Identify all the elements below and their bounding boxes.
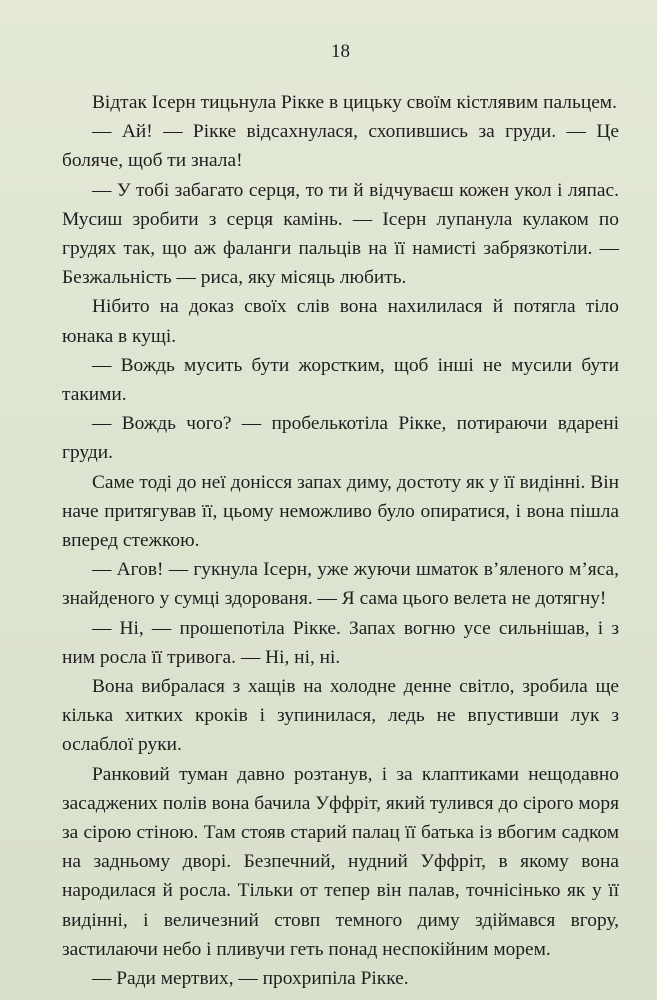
- paragraph: — Вождь мусить бути жорстким, щоб інші не мусили бути такими.: [62, 354, 619, 406]
- paragraph: — Агов! — гукнула Ісерн, уже жуючи шматок в’яленого м’яса, знайденого у сумці здорованя. — Я сама цього велета не дотягну!: [62, 559, 619, 610]
- paragraph: — Ні, — прошепотіла Рікке. Запах вогню усе сильнішав, і з ним росла її тривога. — Ні, ні, ні.: [62, 617, 619, 668]
- page-number: 18: [331, 41, 350, 62]
- paragraph: — Ай! — Рікке відсахнулася, схопившись за груди. — Це боляче, щоб ти знала!: [62, 121, 619, 172]
- paragraph: — Вождь чого? — пробелькотіла Рікке, потираючи вдарені груди.: [62, 413, 619, 464]
- paragraph: Саме тоді до неї донісся запах диму, достоту як у її видінні. Він наче притягував її, цьому неможливо було опиратися, і вона пішла вперед стежкою.: [62, 471, 619, 552]
- paragraph: Ранковий туман давно розтанув, і за клаптиками нещодавно засаджених полів вона бачила Уффріт, який тулився до сірого моря за сірою стіною. Там стояв старий палац її батька із вбогим садком на задньому дворі. Безпечний, нудний Уффріт, в якому вона народилася й росла. Тільки от тепер він палав, точнісінько як у її видінні, і величезний стовп темного диму здіймався вгору, застилаючи небо і пливучи геть понад неспокійним морем.: [62, 763, 619, 960]
- body-text: [62, 88, 619, 993]
- paragraph: — Ради мертвих, — прохрипіла Рікке.: [92, 968, 409, 990]
- paragraph: Відтак Ісерн тицьнула Рікке в цицьку своїм кістлявим пальцем.: [92, 92, 617, 113]
- paragraph: — У тобі забагато серця, то ти й відчуваєш кожен укол і ляпас. Мусиш зробити з серця камінь. — Ісерн лупанула кулаком по грудях так, що аж фаланги пальців на її намисті забрязкотіли. — Безжальність — риса, яку місяць любить.: [62, 179, 619, 289]
- paragraph: Вона вибралася з хащів на холодне денне світло, зробила ще кілька хитких кроків і зупинилася, ледь не впустивши лук з ослаблої руки.: [62, 676, 619, 756]
- paragraph: Нібито на доказ своїх слів вона нахилилася й потягла тіло юнака в кущі.: [62, 296, 619, 347]
